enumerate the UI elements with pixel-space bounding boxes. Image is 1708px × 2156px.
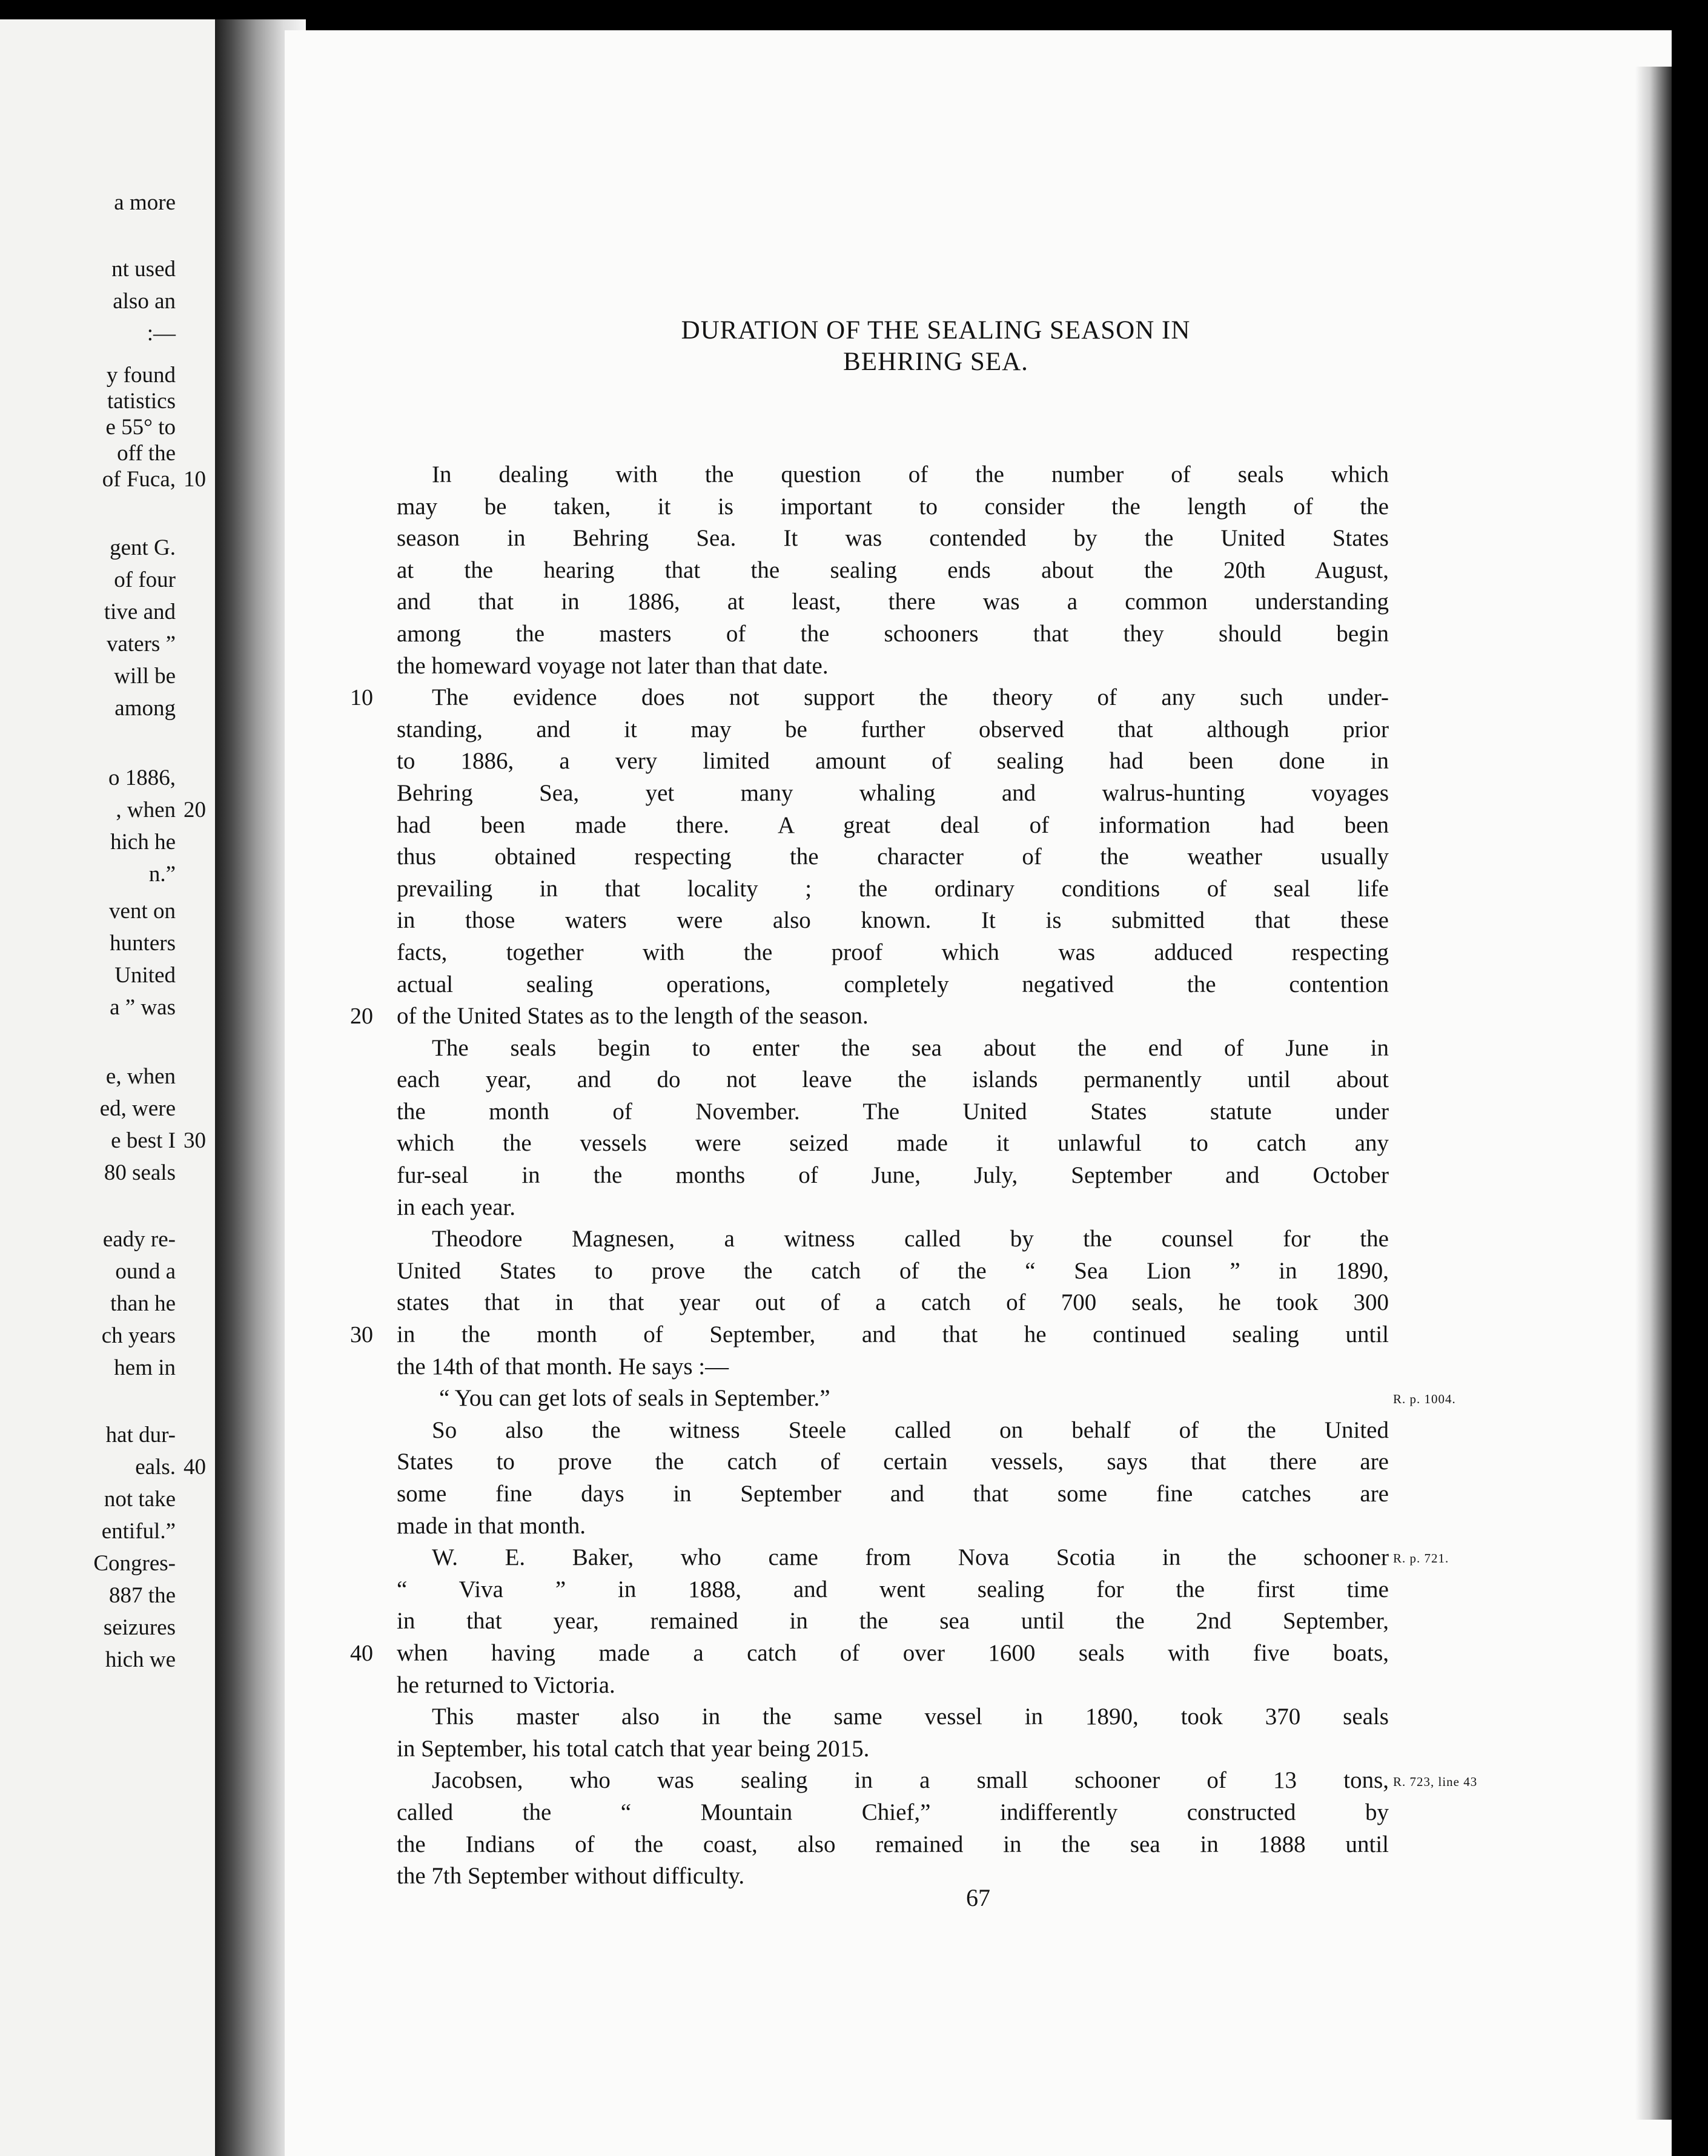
body-line: The evidence does not support the theory of any such under- bbox=[432, 684, 1389, 711]
facing-page-line: ound a bbox=[115, 1259, 176, 1284]
body-line: the 14th of that month. He says :— bbox=[397, 1353, 729, 1380]
body-line: had been made there. A great deal of information had been bbox=[397, 812, 1389, 838]
body-line: may be taken, it is important to consider the length of the bbox=[397, 493, 1389, 520]
body-line: the 7th September without difficulty. bbox=[397, 1863, 745, 1890]
line-number: 40 bbox=[350, 1641, 373, 1667]
body-line: facts, together with the proof which was adduced respecting bbox=[397, 939, 1389, 965]
facing-page-line: hat dur- bbox=[105, 1423, 176, 1447]
facing-page-line: of four bbox=[114, 567, 176, 592]
facing-page-line: entiful.” bbox=[101, 1519, 176, 1544]
body-line: So also the witness Steele called on behalf of the United bbox=[432, 1417, 1389, 1443]
body-line: when having made a catch of over 1600 seals with five boats, bbox=[397, 1639, 1389, 1666]
facing-page-line: vaters ” bbox=[106, 632, 176, 656]
body-line: This master also in the same vessel in 1890, took 370 seals bbox=[432, 1704, 1389, 1730]
body-line: “ Viva ” in 1888, and went sealing for the first time bbox=[397, 1576, 1389, 1602]
page-edge-shadow bbox=[1635, 67, 1672, 2120]
facing-page-line: eady re- bbox=[102, 1227, 176, 1252]
body-line: the Indians of the coast, also remained in the sea in 1888 until bbox=[397, 1831, 1389, 1857]
facing-page-line: ch years bbox=[101, 1323, 176, 1348]
facing-page-line: hich he bbox=[110, 830, 176, 855]
facing-page-line: nt used bbox=[111, 257, 176, 282]
body-line: thus obtained respecting the character of the weather usually bbox=[397, 844, 1389, 870]
facing-page-line: :— bbox=[147, 321, 176, 346]
facing-page-line: tatistics bbox=[107, 389, 176, 414]
body-line: the homeward voyage not later than that date. bbox=[397, 652, 829, 679]
body-line: among the masters of the schooners that they should begin bbox=[397, 620, 1389, 647]
body-line: in those waters were also known. It is submitted that these bbox=[397, 907, 1389, 934]
facing-page-line-number: 20 bbox=[184, 798, 206, 822]
body-line: season in Behring Sea. It was contended by the United States bbox=[397, 525, 1389, 552]
facing-page-line: off the bbox=[117, 441, 176, 466]
body-line: States to prove the catch of certain vessels, says that there are bbox=[397, 1449, 1389, 1475]
facing-page-line: y found bbox=[106, 363, 176, 388]
line-number: 10 bbox=[350, 685, 373, 711]
facing-page-line: hem in bbox=[114, 1355, 176, 1380]
body-line: in September, his total catch that year being 2015. bbox=[397, 1735, 870, 1762]
facing-page-line: hunters bbox=[110, 931, 176, 956]
body-line: fur-seal in the months of June, July, September and October bbox=[397, 1162, 1389, 1189]
facing-page-line-number: 40 bbox=[184, 1455, 206, 1480]
margin-reference: R. p. 721. bbox=[1393, 1551, 1449, 1566]
facing-page-line: n.” bbox=[148, 862, 176, 887]
facing-page-line: will be bbox=[114, 664, 176, 689]
body-line: Jacobsen, who was sealing in a small schooner of 13 tons, bbox=[432, 1767, 1389, 1794]
body-line: in the month of September, and that he continued sealing until bbox=[397, 1321, 1389, 1348]
body-line: which the vessels were seized made it unlawful to catch any bbox=[397, 1130, 1389, 1157]
body-line: the month of November. The United States statute under bbox=[397, 1098, 1389, 1125]
body-line: standing, and it may be further observed that although prior bbox=[397, 716, 1389, 742]
body-line: W. E. Baker, who came from Nova Scotia in the schooner bbox=[432, 1544, 1389, 1571]
facing-page-line: tive and bbox=[104, 600, 176, 624]
margin-reference: R. p. 1004. bbox=[1393, 1392, 1456, 1407]
body-line: Behring Sea, yet many whaling and walrus-hunting voyages bbox=[397, 779, 1389, 806]
facing-page-line: seizures bbox=[103, 1615, 176, 1640]
facing-page-line: eals. bbox=[135, 1455, 176, 1480]
facing-page bbox=[0, 19, 218, 2156]
body-line: at the hearing that the sealing ends about the 20th August, bbox=[397, 557, 1389, 583]
facing-page-line: of Fuca, bbox=[102, 467, 176, 492]
body-line: made in that month. bbox=[397, 1512, 586, 1539]
facing-page-line: among bbox=[114, 696, 176, 721]
body-text bbox=[397, 459, 1389, 1893]
facing-page-line: gent G. bbox=[110, 535, 176, 560]
document-page bbox=[285, 30, 1672, 2156]
quotation-line: “ You can get lots of seals in September.” bbox=[439, 1385, 830, 1412]
body-line: in that year, remained in the sea until the 2nd September, bbox=[397, 1608, 1389, 1635]
page-title bbox=[466, 315, 1405, 378]
body-line: prevailing in that locality ; the ordinary conditions of seal life bbox=[397, 875, 1389, 902]
facing-page-line: e best I bbox=[111, 1128, 176, 1153]
title-line-2: BEHRING SEA. bbox=[843, 348, 1028, 376]
line-number: 30 bbox=[350, 1322, 373, 1348]
body-line: and that in 1886, at least, there was a common understanding bbox=[397, 589, 1389, 615]
facing-page-line: hich we bbox=[105, 1647, 176, 1672]
facing-page-line: vent on bbox=[109, 899, 176, 924]
body-line: states that in that year out of a catch of 700 seals, he took 300 bbox=[397, 1289, 1389, 1316]
facing-page-line: Congres- bbox=[93, 1551, 176, 1576]
facing-page-line: ed, were bbox=[99, 1096, 176, 1121]
facing-page-line: not take bbox=[104, 1487, 176, 1512]
body-line: Theodore Magnesen, a witness called by the counsel for the bbox=[432, 1226, 1389, 1252]
facing-page-line: e, when bbox=[105, 1064, 176, 1089]
facing-page-line: o 1886, bbox=[108, 766, 176, 790]
body-line: United States to prove the catch of the “ Sea Lion ” in 1890, bbox=[397, 1257, 1389, 1284]
page-number: 67 bbox=[966, 1884, 990, 1911]
body-line: The seals begin to enter the sea about the end of June in bbox=[432, 1034, 1389, 1061]
facing-page-line: United bbox=[114, 963, 176, 988]
facing-page-line: , when bbox=[116, 798, 176, 822]
facing-page-line: also an bbox=[113, 289, 176, 314]
facing-page-line-number: 10 bbox=[184, 467, 206, 492]
facing-page-line: 80 seals bbox=[104, 1160, 176, 1185]
title-line-1: DURATION OF THE SEALING SEASON IN bbox=[681, 316, 1191, 345]
facing-page-line-number: 30 bbox=[184, 1128, 206, 1153]
body-line: some fine days in September and that some fine catches are bbox=[397, 1481, 1389, 1507]
body-line: of the United States as to the length of the season. bbox=[397, 1003, 869, 1030]
body-line: to 1886, a very limited amount of sealing had been done in bbox=[397, 748, 1389, 775]
body-line: called the “ Mountain Chief,” indifferently constructed by bbox=[397, 1799, 1389, 1825]
margin-reference: R. 723, line 43 bbox=[1393, 1774, 1478, 1789]
facing-page-line: a more bbox=[114, 190, 176, 215]
facing-page-line: a ” was bbox=[110, 995, 176, 1020]
facing-page-line: than he bbox=[110, 1291, 176, 1316]
facing-page-line: e 55° to bbox=[105, 415, 176, 440]
body-line: he returned to Victoria. bbox=[397, 1672, 615, 1698]
body-line: in each year. bbox=[397, 1194, 515, 1220]
body-line: actual sealing operations, completely negatived the contention bbox=[397, 971, 1389, 997]
body-line: each year, and do not leave the islands permanently until about bbox=[397, 1066, 1389, 1093]
body-line: In dealing with the question of the number of seals which bbox=[432, 461, 1389, 488]
line-number: 20 bbox=[350, 1004, 373, 1030]
facing-page-line: 887 the bbox=[109, 1583, 176, 1608]
